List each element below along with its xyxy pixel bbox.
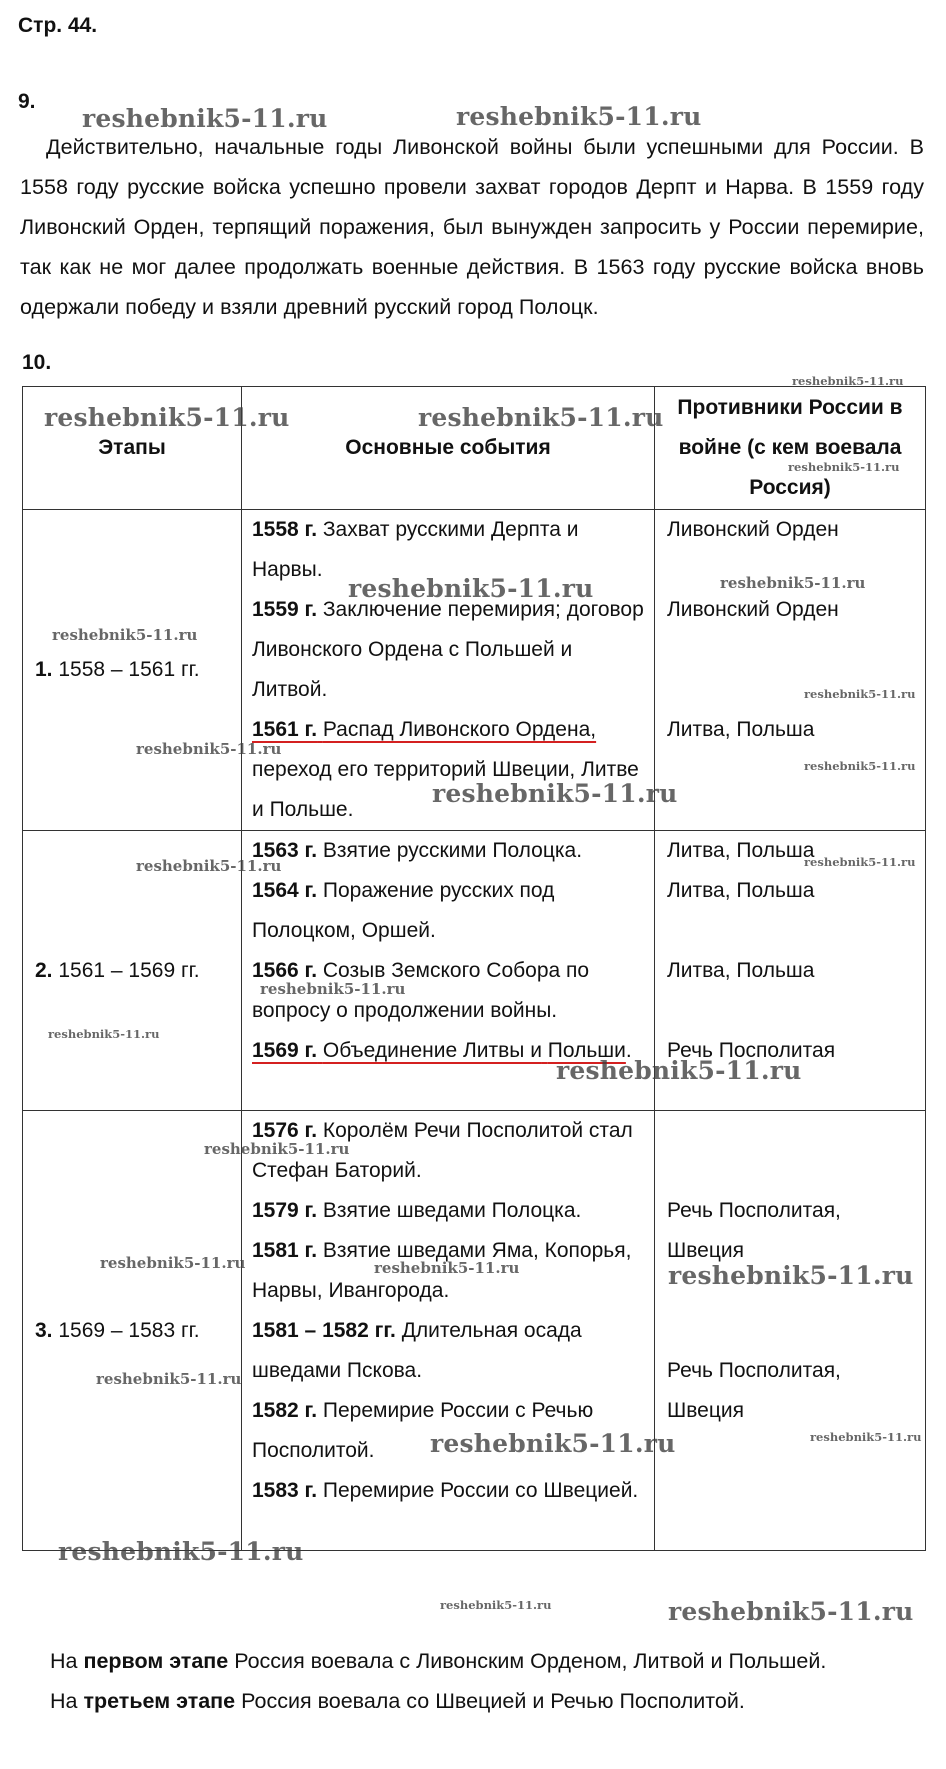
opponent-line: Ливонский Орден [667, 598, 839, 621]
watermark: reshebnik5-11.ru [668, 1261, 914, 1290]
event-item: 1581 г. Взятие шведами Яма, Копорья, Нарвы, Ивангорода. [252, 1239, 632, 1302]
watermark: reshebnik5-11.ru [556, 1056, 802, 1085]
page-label: Стр. 44. [18, 14, 98, 37]
event-item: 1566 г. Созыв Земского Собора по вопросу о продолжении войны. [252, 959, 590, 1022]
watermark: reshebnik5-11.ru [430, 1429, 676, 1458]
opponent-line: Литва, Польша [667, 959, 815, 982]
opponent-line: Речь Посполитая, [667, 1199, 841, 1222]
watermark: reshebnik5-11.ru [788, 460, 900, 474]
opponents-cell [655, 510, 926, 831]
watermark: reshebnik5-11.ru [52, 626, 198, 644]
watermark: reshebnik5-11.ru [260, 980, 406, 998]
watermark: reshebnik5-11.ru [348, 574, 594, 603]
opponent-line: Литва, Польша [667, 718, 815, 741]
watermark: reshebnik5-11.ru [456, 102, 702, 131]
opponents-cell [655, 1111, 926, 1551]
watermark: reshebnik5-11.ru [792, 374, 904, 388]
task-10-number: 10. [22, 351, 52, 374]
header-events: Основные события [242, 387, 655, 510]
watermark: reshebnik5-11.ru [100, 1254, 246, 1272]
watermark: reshebnik5-11.ru [374, 1259, 520, 1277]
event-item: 1582 г. Перемирие России с Речью Посполитой. [252, 1399, 594, 1462]
events-cell [242, 1111, 655, 1551]
watermark: reshebnik5-11.ru [44, 403, 290, 432]
table-row [23, 1111, 926, 1551]
task-9-text: Действительно, начальные годы Ливонской войны были успешными для России. В 1558 году русские войска успешно провели захват городов Дерпт и Нарва. В 1559 году Ливонский Орден, терпящий поражения, был вынужден запросить у России перемирие, так как не мог далее продолжать военные действия. В 1563 году русские войска вновь одержали победу и взяли древний русский город Полоцк. [20, 135, 924, 319]
event-item: 1576 г. Королём Речи Посполитой стал Стефан Баторий. [252, 1119, 633, 1182]
stage-number: 2. [35, 958, 53, 982]
watermark: reshebnik5-11.ru [204, 1140, 350, 1158]
watermark: reshebnik5-11.ru [804, 855, 916, 869]
event-item: 1564 г. Поражение русских под Полоцком, Оршей. [252, 879, 555, 942]
stage-years: 1558 – 1561 гг. [58, 658, 200, 681]
stages-table [22, 386, 925, 1551]
stage-cell [23, 510, 242, 831]
table-row [23, 510, 926, 831]
event-item: 1559 г. Заключение перемирия; договор Ливонского Ордена с Польшей и Литвой. [252, 598, 644, 701]
stage-cell [23, 1111, 242, 1551]
watermark: reshebnik5-11.ru [136, 857, 282, 875]
opponents-cell [655, 831, 926, 1111]
watermark: reshebnik5-11.ru [96, 1370, 242, 1388]
event-item: 1563 г. Взятие русскими Полоцка. [252, 839, 583, 862]
summary-line-2: На третьем этапе Россия воевала со Швецией и Речью Посполитой. [50, 1689, 745, 1713]
watermark: reshebnik5-11.ru [668, 1597, 914, 1626]
watermark: reshebnik5-11.ru [58, 1537, 304, 1566]
stage-years: 1561 – 1569 гг. [58, 958, 200, 982]
events-cell [242, 510, 655, 831]
watermark: reshebnik5-11.ru [804, 687, 916, 701]
table-row [23, 831, 926, 1111]
opponent-line: Литва, Польша [667, 839, 815, 862]
stage-number: 1. [35, 658, 53, 681]
opponent-line: Швеция [667, 1399, 744, 1422]
header-stages: Этапы [23, 387, 242, 510]
watermark: reshebnik5-11.ru [432, 779, 678, 808]
summary-line-1: На первом этапе Россия воевала с Ливонским Орденом, Литвой и Польшей. [50, 1649, 827, 1673]
event-item: 1558 г. Захват русскими Дерпта и Нарвы. [252, 518, 579, 581]
watermark: reshebnik5-11.ru [418, 403, 664, 432]
opponent-line: Ливонский Орден [667, 518, 839, 541]
opponent-line: Литва, Польша [667, 879, 815, 902]
watermark: reshebnik5-11.ru [720, 574, 866, 592]
events-cell [242, 831, 655, 1111]
watermark: reshebnik5-11.ru [48, 1027, 160, 1041]
event-item: 1569 г. Объединение Литвы и Польши. [252, 1039, 632, 1062]
stage-cell [23, 831, 242, 1111]
stage-number: 3. [35, 1318, 53, 1342]
watermark: reshebnik5-11.ru [82, 104, 328, 133]
watermark: reshebnik5-11.ru [804, 759, 916, 773]
event-item: 1579 г. Взятие шведами Полоцка. [252, 1199, 582, 1222]
task-9-number: 9. [18, 90, 36, 113]
opponent-line: Речь Посполитая [667, 1039, 836, 1062]
opponent-line: Швеция [667, 1239, 744, 1262]
event-item: 1581 – 1582 гг. Длительная осада шведами Пскова. [252, 1319, 582, 1382]
opponent-line: Речь Посполитая, [667, 1359, 841, 1382]
event-item: 1583 г. Перемирие России со Швецией. [252, 1479, 639, 1502]
watermark: reshebnik5-11.ru [810, 1430, 922, 1444]
header-opponents: Противники России в войне (с кем воевала Россия) [655, 387, 926, 510]
stage-years: 1569 – 1583 гг. [58, 1318, 200, 1342]
watermark: reshebnik5-11.ru [440, 1598, 552, 1612]
watermark: reshebnik5-11.ru [136, 740, 282, 758]
event-item: 1561 г. Распад Ливонского Ордена, переход его территорий Швеции, Литве и Польше. [252, 718, 639, 821]
table-header-row [23, 387, 926, 510]
